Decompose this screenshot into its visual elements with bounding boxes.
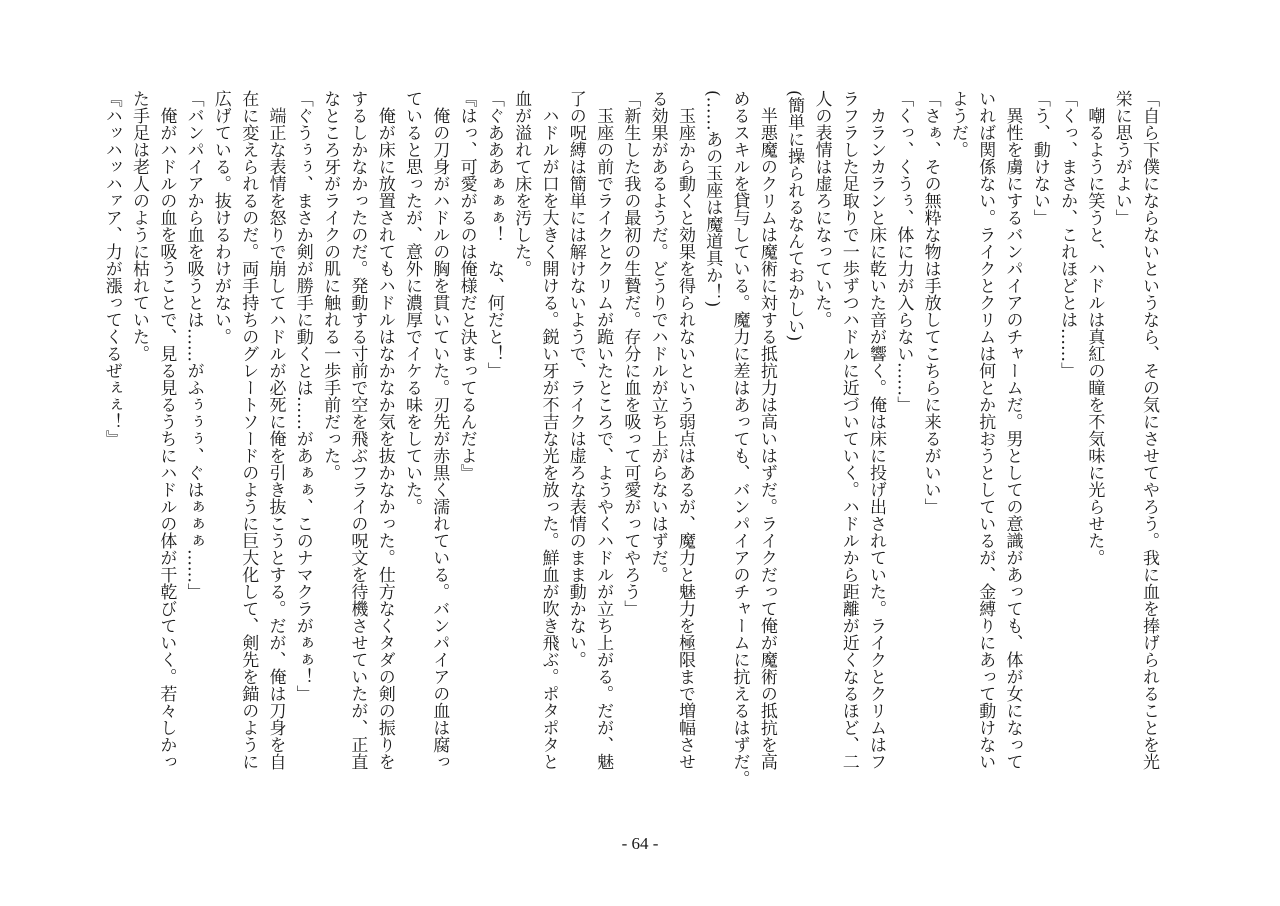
text-column: ラフラした足取りで一歩ずつハドルに近づいていく。ハドルから距離が近くなるほど、二 bbox=[838, 90, 859, 770]
text-column: 玉座から動くと効果を得られないという弱点はあるが、魔力と魅力を極限まで増幅させ bbox=[674, 90, 695, 770]
text-column: 俺がハドルの血を吸うことで、見る見るうちにハドルの体が干乾びていく。若々しかっ bbox=[156, 90, 177, 770]
text-column: いれば関係ない。ライクとクリムは何とか抗おうとしているが、金縛りにあって動けない bbox=[975, 90, 996, 770]
text-column: ようだ。 bbox=[947, 90, 968, 158]
text-column: 玉座の前でライクとクリムが跪いたところで、ようやくハドルが立ち上がる。だが、魅 bbox=[593, 90, 614, 770]
text-column: 「ぐうぅぅ、まさか剣が勝手に動くとは……があぁぁ、このナマクラがぁぁ！」 bbox=[292, 90, 313, 702]
text-column: 「くっ、くうぅ、体に力が入らない……」 bbox=[893, 90, 914, 413]
text-column: 『はっ、可愛がるのは俺様だと決まってるんだよ』 bbox=[456, 90, 477, 481]
text-column: 「バンパイアから血を吸うとは……がふぅぅぅ、ぐはぁぁぁ……」 bbox=[183, 90, 204, 600]
text-column: 「う、動けない」 bbox=[1029, 90, 1050, 226]
text-column: 嘲るように笑うと、ハドルは真紅の瞳を不気味に光らせた。 bbox=[1084, 90, 1105, 566]
text-column: ハドルが口を大きく開ける。鋭い牙が不吉な光を放った。鮮血が吹き飛ぶ。ポタポタと bbox=[538, 90, 559, 770]
text-column: た手足は老人のように枯れていた。 bbox=[129, 90, 150, 362]
text-column: 了の呪縛は簡単には解けないようで、ライクは虚ろな表情のまま動かない。 bbox=[565, 90, 586, 668]
text-column: 「新生した我の最初の生贄だ。存分に血を吸って可愛がってやろう」 bbox=[620, 90, 641, 617]
page-number: - 64 - bbox=[621, 834, 659, 853]
text-column: 「くっ、まさか、これほどとは……」 bbox=[1057, 90, 1078, 379]
text-column: 端正な表情を怒りで崩してハドルが必死に俺を引き抜こうとする。だが、俺は刀身を自 bbox=[265, 90, 286, 770]
text-column: 俺が床に放置されてもハドルはなかなか気を抜かなかった。仕方なくタダの剣の振りを bbox=[374, 90, 395, 770]
text-column: 広げている。抜けるわけがない。 bbox=[210, 90, 231, 345]
text-column: 「ぐあああぁぁぁ！ な、何だと！」 bbox=[483, 90, 504, 379]
text-column: ていると思ったが、意外に濃厚でイケる味をしていた。 bbox=[401, 90, 422, 515]
text-column: 血が溢れて床を汚した。 bbox=[511, 90, 532, 277]
text-column: なところ牙がライクの肌に触れる一歩手前だった。 bbox=[320, 90, 341, 481]
text-column: めるスキルを貸与している。魔力に差はあっても、バンパイアのチャームに抗えるはずだ。 bbox=[729, 90, 750, 787]
text-column: 「自ら下僕にならないというなら、その気にさせてやろう。我に血を捧げられることを光 bbox=[1139, 90, 1159, 770]
text-column: カランカランと床に乾いた音が響く。俺は床に投げ出されていた。ライクとクリムはフ bbox=[866, 90, 887, 770]
text-column: (……あの玉座は魔道具か！) bbox=[702, 90, 723, 308]
text-column: 在に変えられるのだ。両手持ちのグレートソードのように巨大化して、剣先を錨のように bbox=[238, 90, 259, 770]
text-column: 栄に思うがよい」 bbox=[1111, 90, 1132, 226]
body-text bbox=[97, 90, 1162, 785]
text-column: 人の表情は虚ろになっていた。 bbox=[811, 90, 832, 328]
text-column: (簡単に操られるなんておかしい) bbox=[784, 90, 805, 342]
text-column: 異性を虜にするバンパイアのチャームだ。男としての意識があっても、体が女になって bbox=[1002, 90, 1023, 770]
text-column: 半悪魔のクリムは魔術に対する抵抗力は高いはずだ。ライクだって俺が魔術の抵抗を高 bbox=[756, 90, 777, 770]
text-column: 俺の刀身がハドルの胸を貫いていた。刃先が赤黒く濡れている。バンパイアの血は腐っ bbox=[429, 90, 450, 770]
text-column: 「さぁ、その無粋な物は手放してこちらに来るがいい」 bbox=[920, 90, 941, 515]
text-column: するしかなかったのだ。発動する寸前で空を飛ぶフライの呪文を待機させていたが、正直 bbox=[347, 90, 368, 770]
text-column: 『ハッハッハァア、力が漲ってくるぜぇぇ！』 bbox=[101, 90, 122, 447]
text-column: る効果があるようだ。どうりでハドルが立ち上がらないはずだ。 bbox=[647, 90, 668, 583]
